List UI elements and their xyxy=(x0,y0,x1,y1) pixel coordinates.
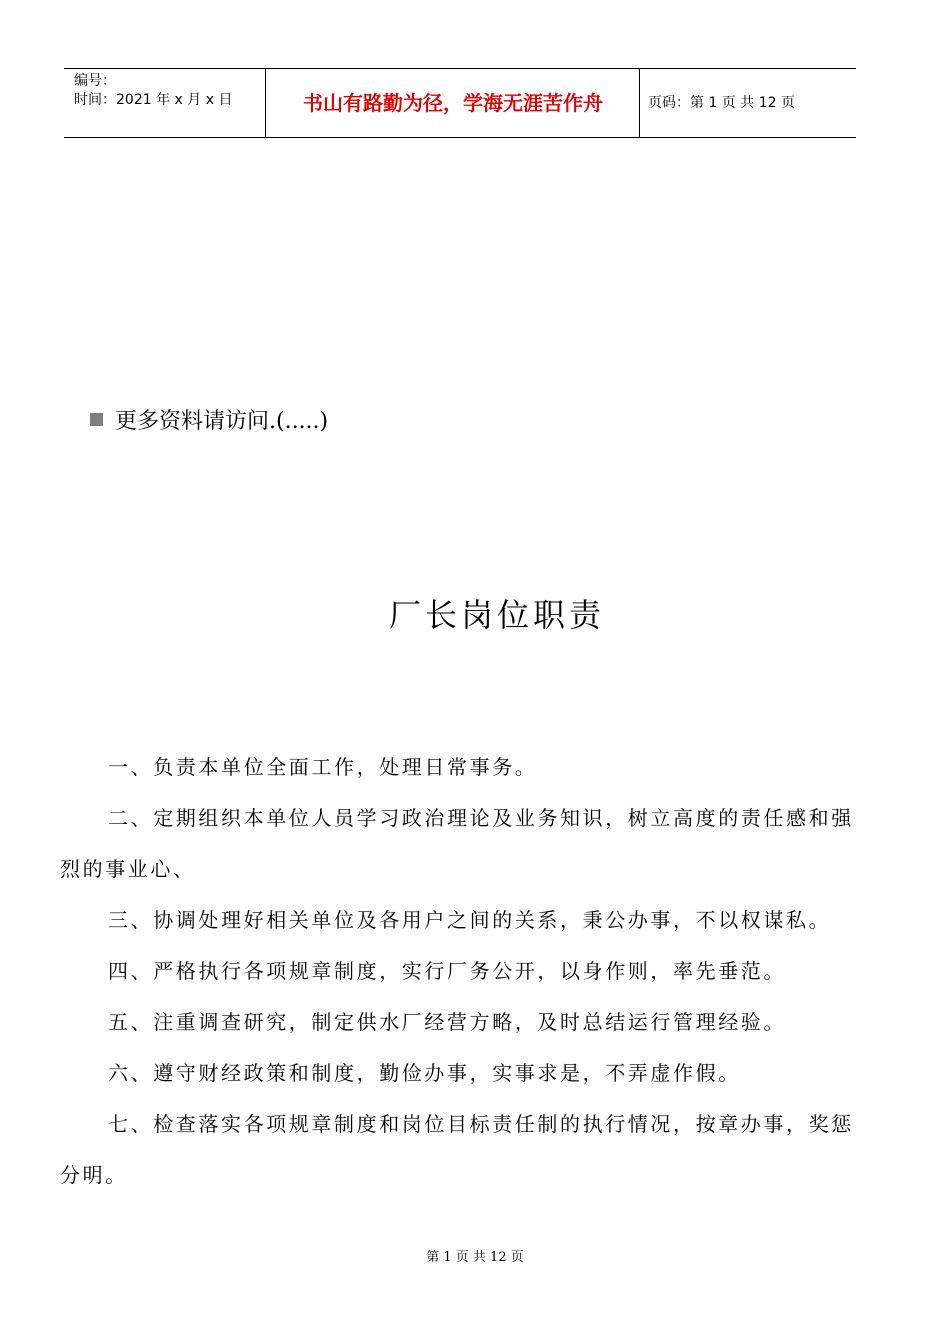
more-info-line xyxy=(90,408,328,436)
square-bullet-icon xyxy=(90,413,103,426)
duty-item: 六、遵守财经政策和制度，勤俭办事，实事求是，不弄虚作假。 xyxy=(108,1061,741,1085)
document-time-label: 时间：2021 年 x 月 x 日 xyxy=(74,92,233,108)
header-divider xyxy=(639,69,640,137)
duty-item: 七、检查落实各项规章制度和岗位目标责任制的执行情况，按章办事，奖惩分明。 xyxy=(60,1112,854,1187)
header-table xyxy=(64,68,856,138)
document-number-label: 编号： xyxy=(74,73,116,89)
more-info-text: 更多资料请访问.(.....) xyxy=(115,409,329,434)
page-footer: 第 1 页 共 12 页 xyxy=(426,1250,524,1265)
duty-item: 二、定期组织本单位人员学习政治理论及业务知识，树立高度的责任感和强烈的事业心、 xyxy=(60,806,854,881)
duty-list xyxy=(60,742,864,1201)
duty-item: 三、协调处理好相关单位及各用户之间的关系，秉公办事，不以权谋私。 xyxy=(108,908,832,932)
header-motto: 书山有路勤为径，学海无涯苦作舟 xyxy=(303,91,603,115)
duty-item: 四、严格执行各项规章制度，实行厂务公开，以身作则，率先垂范。 xyxy=(108,959,786,983)
header-meta xyxy=(74,72,232,110)
duty-item: 一、负责本单位全面工作，处理日常事务。 xyxy=(108,755,538,779)
duty-item: 五、注重调查研究，制定供水厂经营方略，及时总结运行管理经验。 xyxy=(108,1010,786,1034)
header-page-number: 页码：第 1 页 共 12 页 xyxy=(648,95,795,111)
document-title: 厂长岗位职责 xyxy=(388,596,605,634)
